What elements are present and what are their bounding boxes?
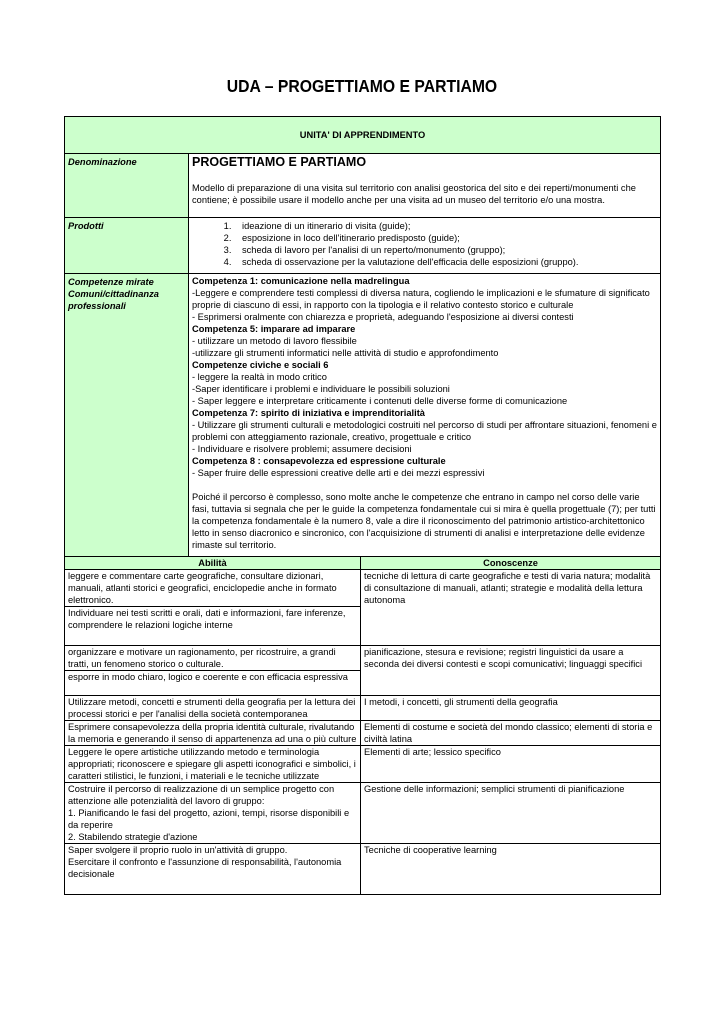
prodotti-item: 2. esposizione in loco dell'itinerario predisposto (guide);	[234, 232, 657, 244]
table-row	[65, 783, 661, 844]
competenza-item: - Individuare e risolvere problemi; assumere decisioni	[192, 444, 412, 454]
abilita-text: esporre in modo chiaro, logico e coerente e con efficacia espressiva	[65, 670, 360, 683]
document-title: UDA – PROGETTIAMO E PARTIAMO	[226, 76, 498, 96]
abilita-text: Saper svolgere il proprio ruolo in un'attività di gruppo.	[68, 845, 288, 855]
abilita-text: 1. Pianificando le fasi del progetto, azioni, tempi, risorse disponibili e da reperire	[68, 808, 350, 830]
competenze-label-line: Comuni/cittadinanza	[68, 289, 159, 299]
abilita-cell	[65, 844, 361, 895]
table-header: UNITA' DI APPRENDIMENTO	[65, 117, 661, 154]
competenze-label-line: Competenze mirate	[68, 277, 154, 287]
conoscenze-cell: Elementi di arte; lessico specifico	[361, 746, 661, 783]
competenza-item: - Utilizzare gli strumenti culturali e metodologici costruiti nel percorso di studi per affrontare situazioni, fenomeni e problemi con atteggiamento razionale, creativo, progettuale e critico	[192, 420, 657, 442]
abilita-header: Abilità	[65, 557, 361, 570]
abilita-text: organizzare e motivare un ragionamento, per ricostruire, a grandi tratti, un fenomeno storico o culturale.	[68, 647, 336, 669]
competenza-item: -Leggere e comprendere testi complessi di diversa natura, cogliendo le implicazioni e le sfumature di significato proprie di ciascuno di essi, in rapporto con la tipologia e il relativo contesto storico e culturale	[192, 288, 650, 310]
abilita-text: Esercitare il confronto e l'assunzione di responsabilità, l'autonomia decisionale	[68, 857, 342, 879]
abilita-cell	[65, 696, 361, 721]
competenze-note: Poiché il percorso è complesso, sono molte anche le competenze che entrano in campo nel corso delle varie fasi, tuttavia si segnala che per le guide la competenza fondamentale cui si mira è quella progettuale (7); per tutti la competenza fondamentale è la numero 8, vale a dire il riconoscimento del patrimonio artistico-architettonico letto in senso diacronico e sincronico, con l'acquisizione di strumenti di analisi e interpretazione delle evidenze rimaste sul territorio.	[192, 492, 656, 550]
table-row	[65, 721, 661, 746]
abilita-text: Utilizzare metodi, concetti e strumenti della geografia per la lettura dei processi storici e per l'analisi della società contemporanea	[68, 697, 356, 719]
abilita-text: Leggere le opere artistiche utilizzando metodo e terminologia appropriati; riconoscere e spiegare gli aspetti iconografici e simbolici, i caratteri stilistici, le funzioni, i materiali e le tecniche utilizzate	[68, 747, 356, 781]
prodotti-item: 1. ideazione di un itinerario di visita (guide);	[234, 220, 657, 232]
conoscenze-header: Conoscenze	[361, 557, 661, 570]
competenza-item: - utilizzare un metodo di lavoro flessibile	[192, 336, 357, 346]
denominazione-description: Modello di preparazione di una visita sul territorio con analisi geostorica del sito e dei reperti/monumenti che contiene; è possibile usare il modello anche per una visita ad un museo del territorio e/o una mostra.	[192, 183, 636, 205]
conoscenze-cell: Elementi di costume e società del mondo classico; elementi di storia e civiltà latina	[361, 721, 661, 746]
conoscenze-cell: I metodi, i concetti, gli strumenti della geografia	[361, 696, 661, 721]
abilita-text: leggere e commentare carte geografiche, consultare dizionari, manuali, atlanti storici e geografici, enciclopedie anche in formato elettronico.	[68, 571, 337, 605]
competenze-label	[65, 274, 189, 557]
competenza-heading: Competenza 1: comunicazione nella madrelingua	[192, 276, 410, 286]
denominazione-label: Denominazione	[65, 154, 189, 218]
competenze-label-line: professionali	[68, 301, 126, 311]
abilita-cell	[65, 721, 361, 746]
competenza-item: - Saper fruire delle espressioni creative delle arti e dei mezzi espressivi	[192, 468, 485, 478]
table-row	[65, 646, 661, 696]
abilita-text: 2. Stabilendo strategie d'azione	[68, 832, 198, 842]
table-row	[65, 696, 661, 721]
table-row	[65, 570, 661, 646]
competenza-heading: Competenze civiche e sociali 6	[192, 360, 329, 370]
competenza-heading: Competenza 5: imparare ad imparare	[192, 324, 356, 334]
abilita-text: Individuare nei testi scritti e orali, dati e informazioni, fare inferenze, comprendere le relazioni logiche interne	[65, 606, 360, 631]
conoscenze-cell: tecniche di lettura di carte geografiche e testi di varia natura; modalità di consultazione di manuali, atlanti; strategie e modalità della lettura autonoma	[361, 570, 661, 646]
prodotti-label: Prodotti	[65, 218, 189, 274]
abilita-conoscenze-rows	[65, 570, 661, 895]
prodotti-item: 4. scheda di osservazione per la valutazione dell'efficacia delle esposizioni (gruppo).	[234, 256, 657, 268]
competenza-item: -utilizzare gli strumenti informatici nelle attività di studio e approfondimento	[192, 348, 499, 358]
competenza-item: - leggere la realtà in modo critico	[192, 372, 327, 382]
competenze-cell	[189, 274, 661, 557]
abilita-cell	[65, 646, 361, 696]
conoscenze-cell: Gestione delle informazioni; semplici strumenti di pianificazione	[361, 783, 661, 844]
competenza-item: - Esprimersi oralmente con chiarezza e proprietà, adeguando l'esposizione ai diversi contesti	[192, 312, 574, 322]
conoscenze-cell: pianificazione, stesura e revisione; registri linguistici da usare a seconda dei diversi contesti e scopi comunicativi; linguaggi specifici	[361, 646, 661, 696]
abilita-cell	[65, 783, 361, 844]
prodotti-list	[192, 220, 657, 268]
uda-table	[64, 116, 661, 895]
abilita-cell	[65, 746, 361, 783]
table-row	[65, 746, 661, 783]
competenza-item: -Saper identificare i problemi e individuare le possibili soluzioni	[192, 384, 450, 394]
competenza-item: - Saper leggere e interpretare criticamente i contenuti delle diverse forme di comunicazione	[192, 396, 568, 406]
conoscenze-cell: Tecniche di cooperative learning	[361, 844, 661, 895]
denominazione-cell	[189, 154, 661, 218]
prodotti-item: 3. scheda di lavoro per l'analisi di un reperto/monumento (gruppo);	[234, 244, 657, 256]
abilita-cell	[65, 570, 361, 646]
competenza-heading: Competenza 8 : consapevolezza ed espressione culturale	[192, 456, 446, 466]
competenza-heading: Competenza 7: spirito di iniziativa e imprenditorialità	[192, 408, 425, 418]
abilita-text: Costruire il percorso di realizzazione di un semplice progetto con attenzione alle potenzialità del lavoro di gruppo:	[68, 784, 335, 806]
denominazione-name: PROGETTIAMO E PARTIAMO	[192, 155, 367, 169]
abilita-text: Esprimere consapevolezza della propria identità culturale, rivalutando la memoria e generando il senso di appartenenza ad una o più culture	[68, 722, 357, 744]
table-row	[65, 844, 661, 895]
competenze-lines	[192, 275, 657, 479]
prodotti-cell	[189, 218, 661, 274]
